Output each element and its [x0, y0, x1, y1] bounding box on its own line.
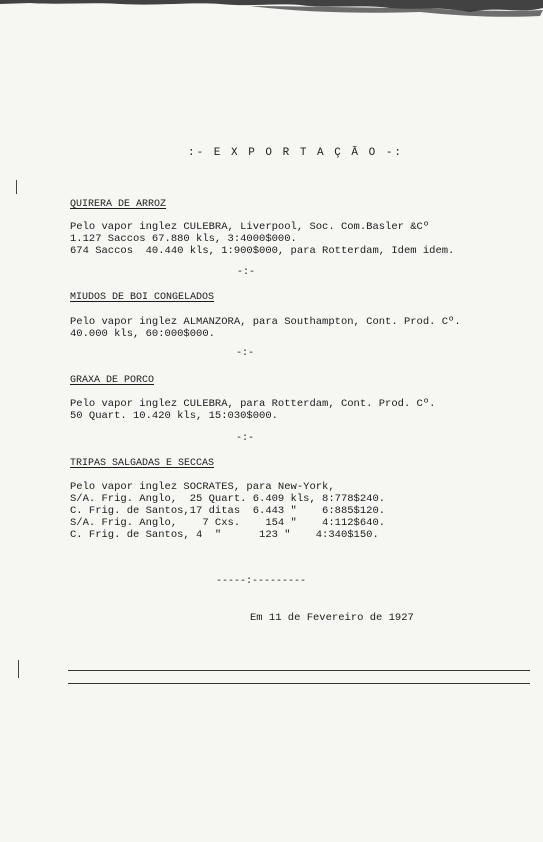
section-heading: GRAXA DE PORCO	[70, 375, 155, 386]
section-line: Pelo vapor inglez ALMANZORA, para Southampton, Cont. Prod. Cº.	[70, 316, 461, 328]
section-line: C. Frig. de Santos, 4 " 123 " 4:340$150.	[70, 529, 379, 541]
section-line: C. Frig. de Santos,17 ditas 6.443 " 6:885$120.	[70, 505, 386, 517]
section-line: Pelo vapor inglez SOCRATES, para New-York,	[70, 481, 335, 493]
section-heading: TRIPAS SALGADAS E SECCAS	[70, 458, 215, 469]
section-line: 50 Quart. 10.420 kls, 15:030$000.	[70, 410, 278, 422]
section-line: Pelo vapor inglez CULEBRA, Liverpool, Soc. Com.Basler &Cº	[70, 221, 430, 233]
section-line: 674 Saccos 40.440 kls, 1:900$000, para Rotterdam, Idem idem.	[70, 245, 455, 257]
section-heading: QUIRERA DE ARROZ	[70, 199, 167, 210]
separator: -:-	[236, 433, 255, 444]
page-title: :- E X P O R T A Ç Ã O -:	[188, 147, 404, 159]
separator: -:-	[237, 267, 256, 278]
section-line: 40.000 kls, 60:000$000.	[70, 328, 215, 340]
margin-mark	[16, 180, 17, 194]
scan-top-edge	[0, 0, 543, 18]
section-heading: MIUDOS DE BOI CONGELADOS	[70, 292, 215, 303]
margin-mark	[18, 660, 19, 678]
separator: -:-	[236, 348, 255, 359]
section-line: 1.127 Saccos 67.880 kls, 3:4000$000.	[70, 233, 297, 245]
bottom-rule	[68, 683, 530, 684]
closing-separator: -----:---------	[216, 576, 307, 587]
section-line: S/A. Frig. Anglo, 7 Cxs. 154 " 4:112$640.	[70, 517, 386, 529]
date-line: Em 11 de Fevereiro de 1927	[250, 612, 414, 624]
section-line: Pelo vapor inglez CULEBRA, para Rotterdam, Cont. Prod. Cº.	[70, 398, 436, 410]
section-line: S/A. Frig. Anglo, 25 Quart. 6.409 kls, 8:778$240.	[70, 493, 386, 505]
bottom-rule	[68, 670, 530, 671]
